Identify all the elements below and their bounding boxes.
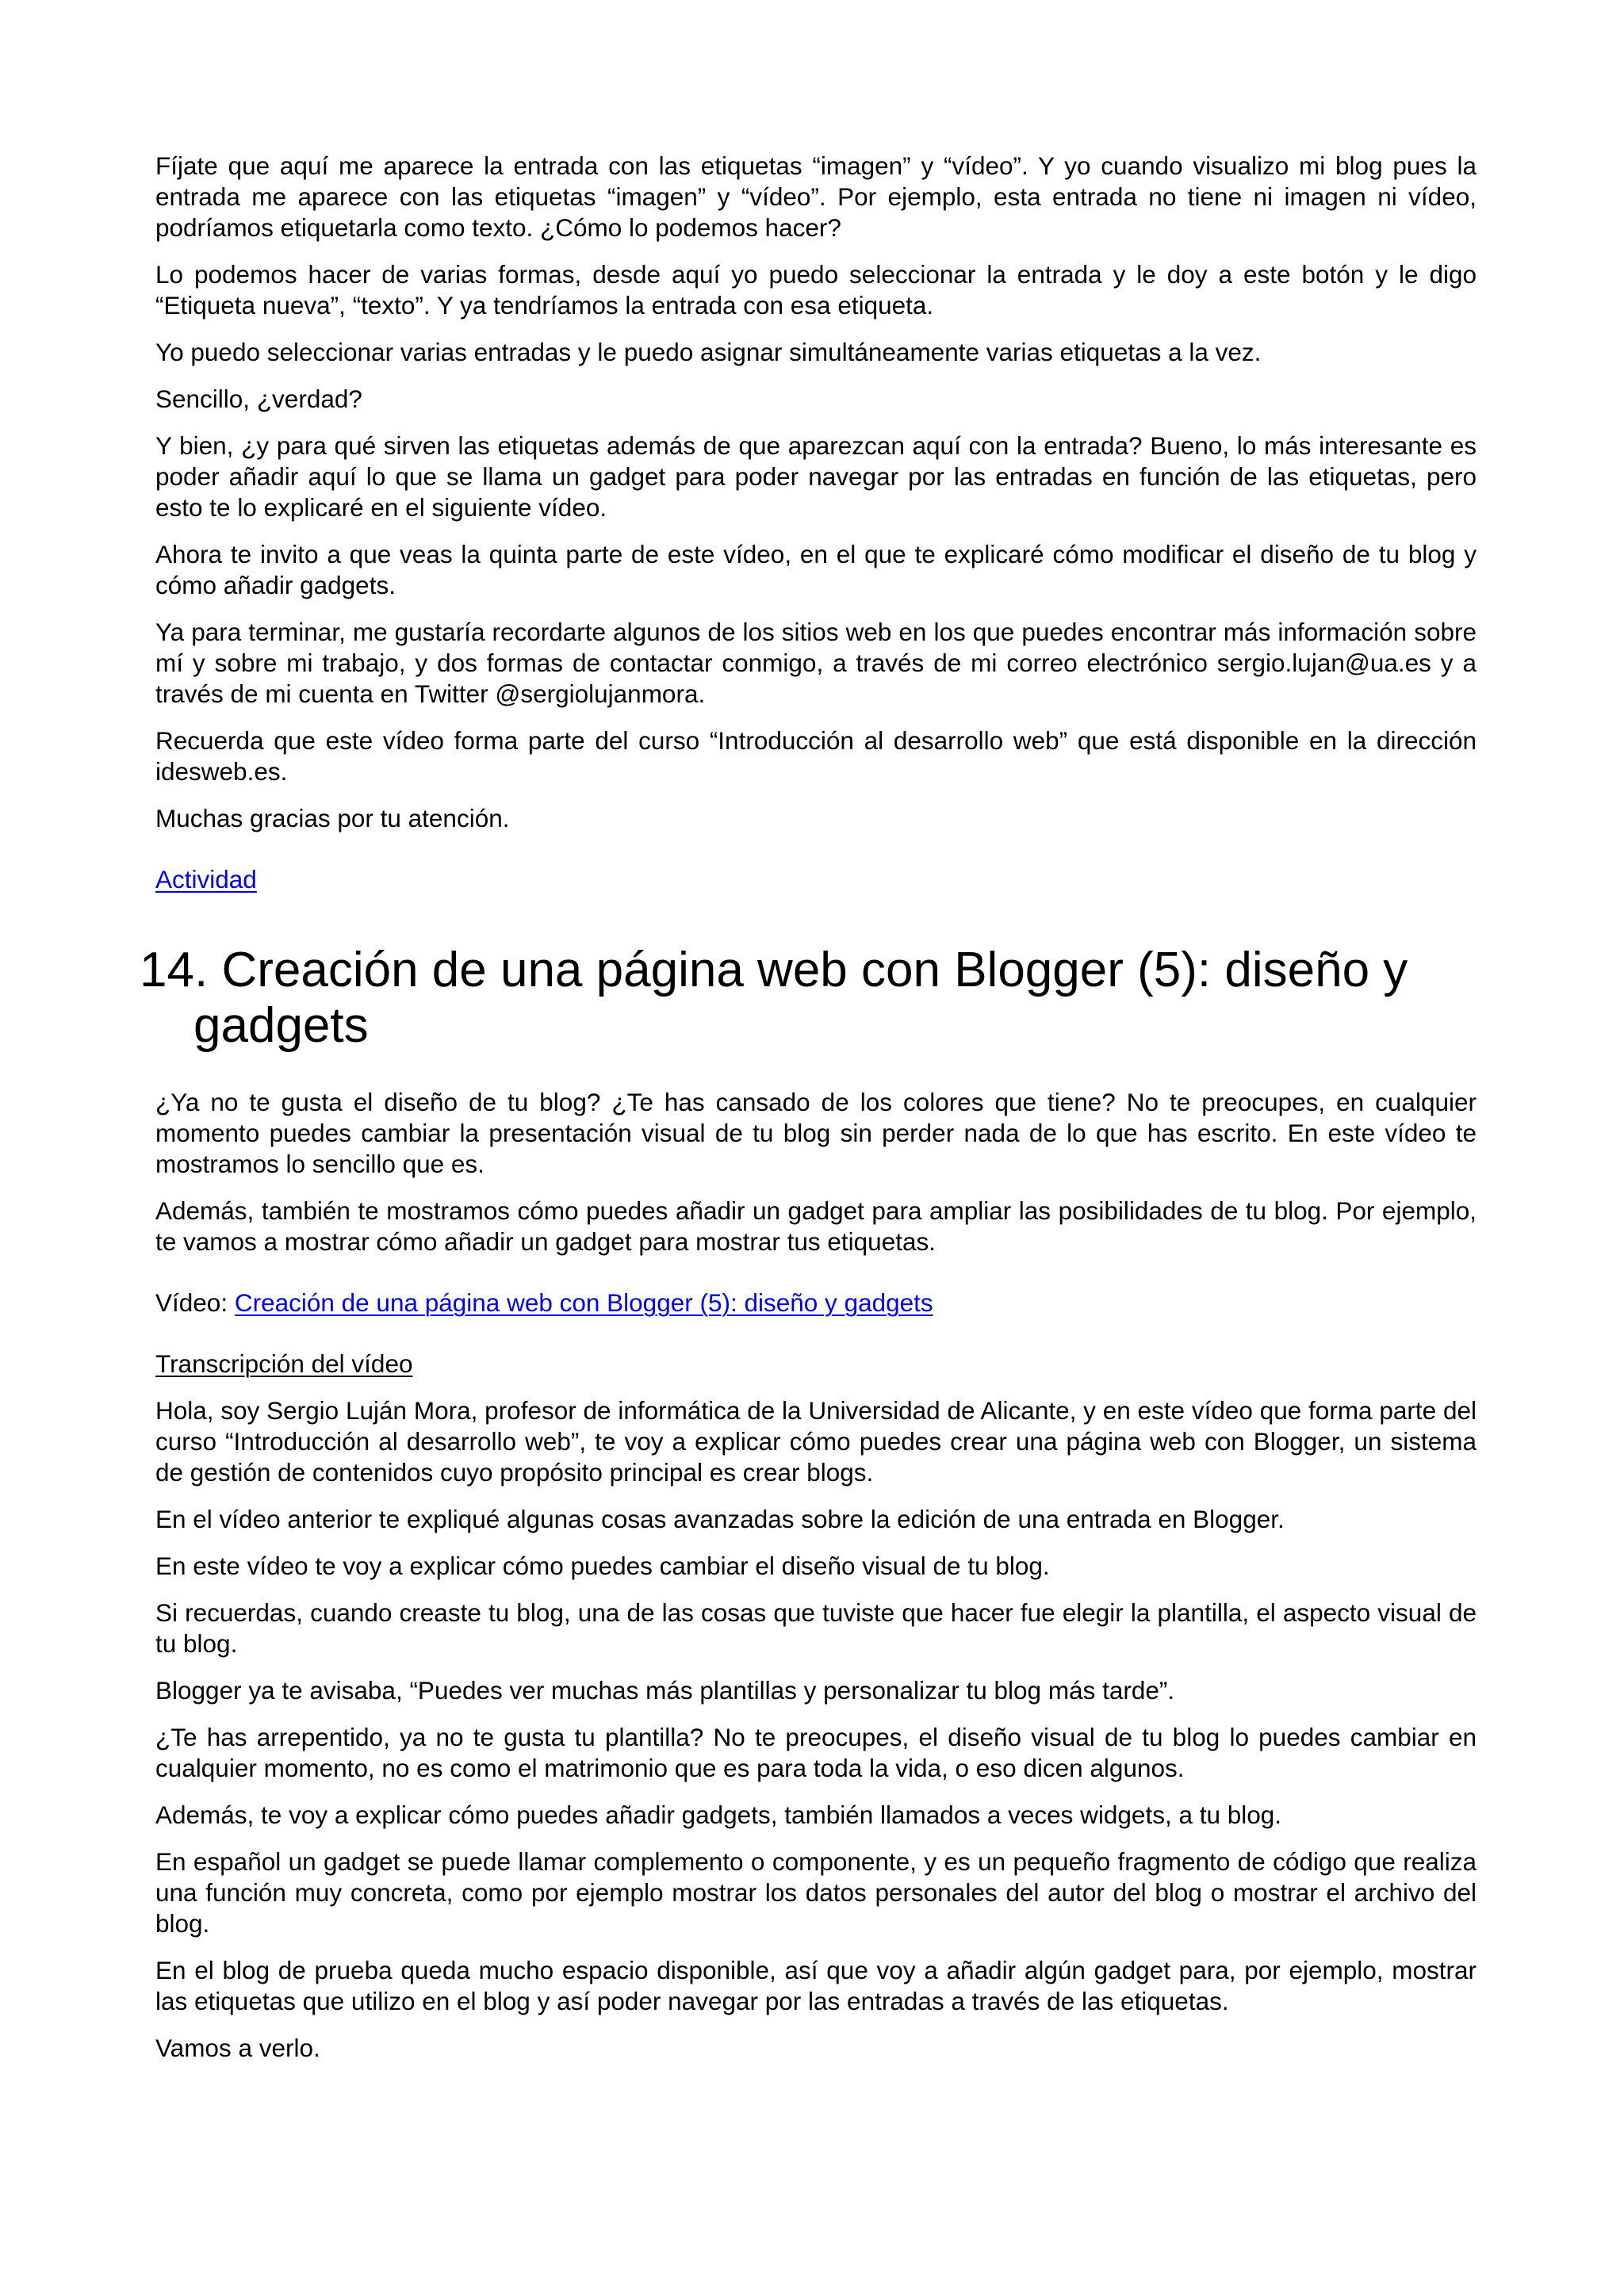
paragraph: Muchas gracias por tu atención.	[155, 804, 510, 832]
activity-paragraph	[155, 864, 1477, 895]
intro-paragraph: Además, también te mostramos cómo puedes añadir un gadget para ampliar las posibilidades de tu blog. Por ejemplo, te vamos a mostrar cómo añadir un gadget para mostrar tus etiquetas.	[155, 1196, 1477, 1256]
paragraph: Sencillo, ¿verdad?	[155, 385, 362, 413]
transcript-paragraph: Hola, soy Sergio Luján Mora, profesor de informática de la Universidad de Alicante, y en este vídeo que forma parte del curso “Introducción al desarrollo web”, te voy a explicar cómo puedes crear una página web con Blogger, un sistema de gestión de contenidos cuyo propósito principal es crear blogs.	[155, 1396, 1477, 1487]
transcript-paragraph: Si recuerdas, cuando creaste tu blog, una de las cosas que tuviste que hacer fue elegir la plantilla, el aspecto visual de tu blog.	[155, 1598, 1477, 1658]
paragraph: Ya para terminar, me gustaría recordarte algunos de los sitios web en los que puedes encontrar más información sobre mí y sobre mi trabajo, y dos formas de contactar conmigo, a través de mi correo electrónico sergio.lujan@ua.es y a través de mi cuenta en Twitter @sergiolujanmora.	[155, 618, 1477, 708]
section-number: 14.	[140, 943, 209, 997]
transcript-heading: Transcripción del vídeo	[155, 1349, 413, 1378]
transcript-paragraph: Además, te voy a explicar cómo puedes añadir gadgets, también llamados a veces widgets, a tu blog.	[155, 1800, 1282, 1829]
transcript-paragraph: En español un gadget se puede llamar complemento o componente, y es un pequeño fragmento de código que realiza una función muy concreta, como por ejemplo mostrar los datos personales del autor del blog o mostrar el archivo del blog.	[155, 1847, 1477, 1938]
transcript-heading-paragraph	[155, 1349, 1477, 1380]
transcript-paragraph: Vamos a verlo.	[155, 2034, 320, 2062]
transcript-paragraph: ¿Te has arrepentido, ya no te gusta tu plantilla? No te preocupes, el diseño visual de tu blog lo puedes cambiar en cualquier momento, no es como el matrimonio que es para toda la vida, o eso dicen algunos.	[155, 1723, 1477, 1782]
paragraph: Yo puedo seleccionar varias entradas y le puedo asignar simultáneamente varias etiquetas a la vez.	[155, 338, 1262, 366]
paragraph: Fíjate que aquí me aparece la entrada con las etiquetas “imagen” y “vídeo”. Y yo cuando visualizo mi blog pues la entrada me aparece con las etiquetas “imagen” y “vídeo”. Por ejemplo, esta entrada no tiene ni imagen ni vídeo, podríamos etiquetarla como texto. ¿Cómo lo podemos hacer?	[155, 151, 1477, 242]
activity-link[interactable]: Actividad	[155, 865, 257, 894]
paragraph: Y bien, ¿y para qué sirven las etiquetas además de que aparezcan aquí con la entrada? Bueno, lo más interesante es poder añadir aquí lo que se llama un gadget para poder navegar por las entradas en función de las etiquetas, pero esto te lo explicaré en el siguiente vídeo.	[155, 431, 1477, 522]
document-page	[140, 151, 1477, 2080]
intro-paragraph: ¿Ya no te gusta el diseño de tu blog? ¿Te has cansado de los colores que tiene? No te preocupes, en cualquier momento puedes cambiar la presentación visual de tu blog sin perder nada de lo que has escrito. En este vídeo te mostramos lo sencillo que es.	[155, 1088, 1477, 1178]
paragraph: Lo podemos hacer de varias formas, desde aquí yo puedo seleccionar la entrada y le doy a este botón y le digo “Etiqueta nueva”, “texto”. Y ya tendríamos la entrada con esa etiqueta.	[155, 260, 1477, 320]
transcript-paragraph: Blogger ya te avisaba, “Puedes ver muchas más plantillas y personalizar tu blog más tarde”.	[155, 1676, 1175, 1705]
paragraph: Recuerda que este vídeo forma parte del curso “Introducción al desarrollo web” que está disponible en la dirección idesweb.es.	[155, 726, 1477, 786]
transcript-paragraph: En el vídeo anterior te expliqué algunas cosas avanzadas sobre la edición de una entrada en Blogger.	[155, 1505, 1285, 1533]
transcript-paragraph: En el blog de prueba queda mucho espacio disponible, así que voy a añadir algún gadget para, por ejemplo, mostrar las etiquetas que utilizo en el blog y así poder navegar por las entradas a través de las etiquetas.	[155, 1956, 1477, 2015]
video-link[interactable]: Creación de una página web con Blogger (5): diseño y gadgets	[234, 1288, 933, 1317]
video-label: Vídeo:	[155, 1288, 235, 1317]
transcript-paragraph: En este vídeo te voy a explicar cómo puedes cambiar el diseño visual de tu blog.	[155, 1552, 1050, 1580]
section-heading	[140, 943, 1477, 1054]
paragraph: Ahora te invito a que veas la quinta parte de este vídeo, en el que te explicaré cómo modificar el diseño de tu blog y cómo añadir gadgets.	[155, 540, 1477, 599]
section-title: Creación de una página web con Blogger (5): diseño y gadgets	[193, 943, 1408, 1053]
video-line	[155, 1288, 1477, 1318]
